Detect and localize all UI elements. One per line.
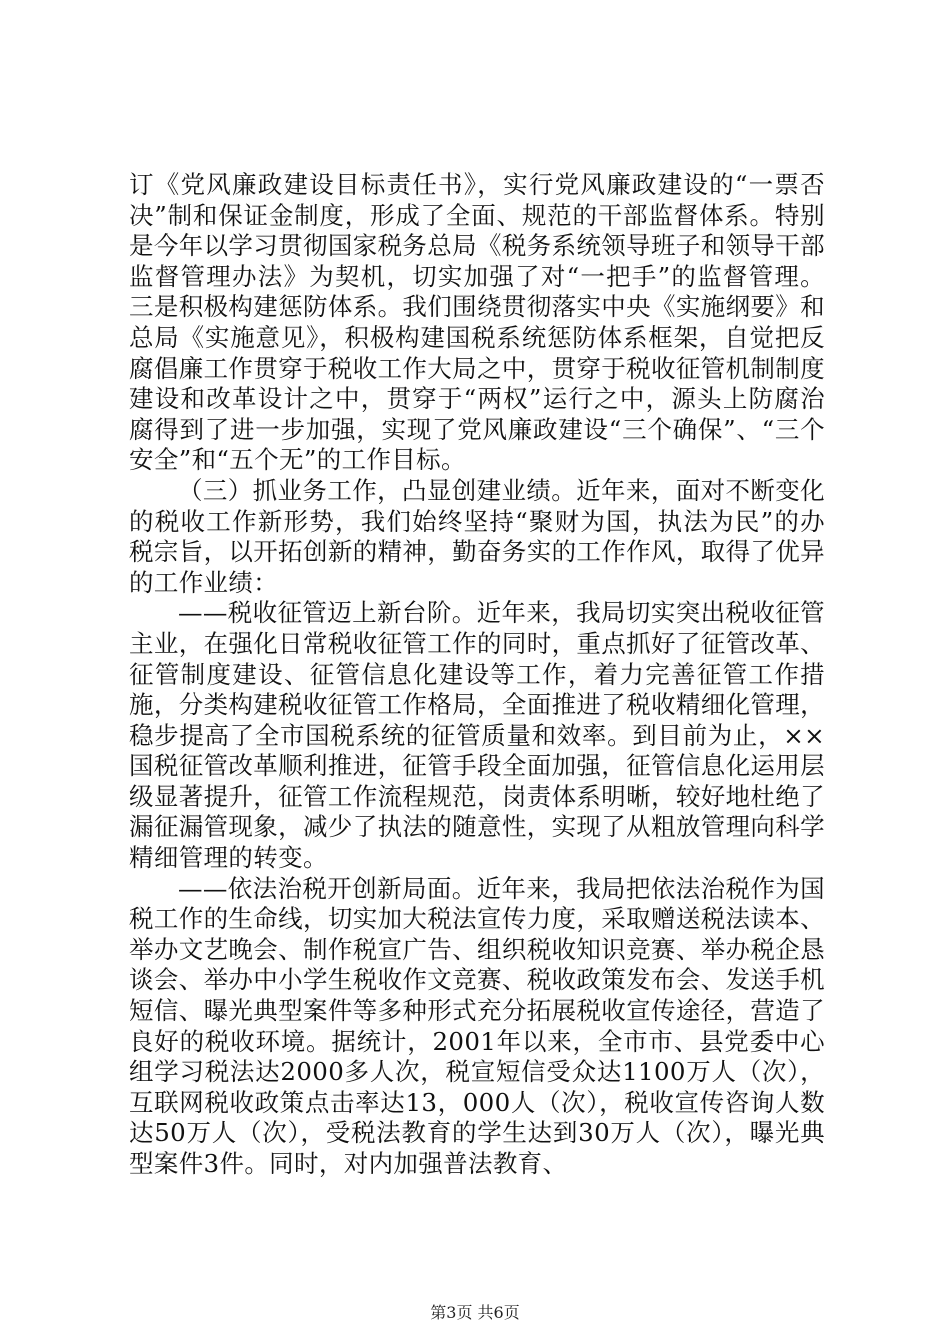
paragraph: ——依法治税开创新局面。近年来，我局把依法治税作为国税工作的生命线，切实加大税法宣传力度，采取赠送税法读本、举办文艺晚会、制作税宣广告、组织税收知识竞赛、举办税企恳谈会、举办中小学生税收作文竞赛、税收政策发布会、发送手机短信、曝光典型案件等多种形式充分拓展税收宣传途径，营造了良好的税收环境。据统计，2001年以来，全市市、县党委中心组学习税法达2000多人次，税宣短信受众达1100万人（次），互联网税收政策点击率达13，000人（次），税收宣传咨询人数达50万人（次），受税法教育的学生达到30万人（次），曝光典型案件3件。同时，对内加强普法教育、 bbox=[129, 873, 825, 1178]
page-number-footer: 第3页 共6页 bbox=[430, 1303, 520, 1322]
document-body bbox=[129, 170, 825, 1180]
paragraph: ——税收征管迈上新台阶。近年来，我局切实突出税收征管主业，在强化日常税收征管工作的同时，重点抓好了征管改革、征管制度建设、征管信息化建设等工作，着力完善征管工作措施，分类构建税收征管工作格局，全面推进了税收精细化管理，稳步提高了全市国税系统的征管质量和效率。到目前为止，××国税征管改革顺利推进，征管手段全面加强，征管信息化运用层级显著提升，征管工作流程规范，岗责体系明晰，较好地杜绝了漏征漏管现象，减少了执法的随意性，实现了从粗放管理向科学精细管理的转变。 bbox=[129, 598, 825, 873]
paragraph: 订《党风廉政建设目标责任书》，实行党风廉政建设的“一票否决”制和保证金制度，形成了全面、规范的干部监督体系。特别是今年以学习贯彻国家税务总局《税务系统领导班子和领导干部监督管理办法》为契机，切实加强了对“一把手”的监督管理。三是积极构建惩防体系。我们围绕贯彻落实中央《实施纲要》和总局《实施意见》，积极构建国税系统惩防体系框架，自觉把反腐倡廉工作贯穿于税收工作大局之中，贯穿于税收征管机制制度建设和改革设计之中，贯穿于“两权”运行之中，源头上防腐治腐得到了进一步加强，实现了党风廉政建设“三个确保”、“三个安全”和“五个无”的工作目标。 bbox=[129, 170, 825, 475]
paragraph: （三）抓业务工作，凸显创建业绩。近年来，面对不断变化的税收工作新形势，我们始终坚持“聚财为国，执法为民”的办税宗旨，以开拓创新的精神，勤奋务实的工作作风，取得了优异的工作业绩： bbox=[129, 475, 825, 597]
